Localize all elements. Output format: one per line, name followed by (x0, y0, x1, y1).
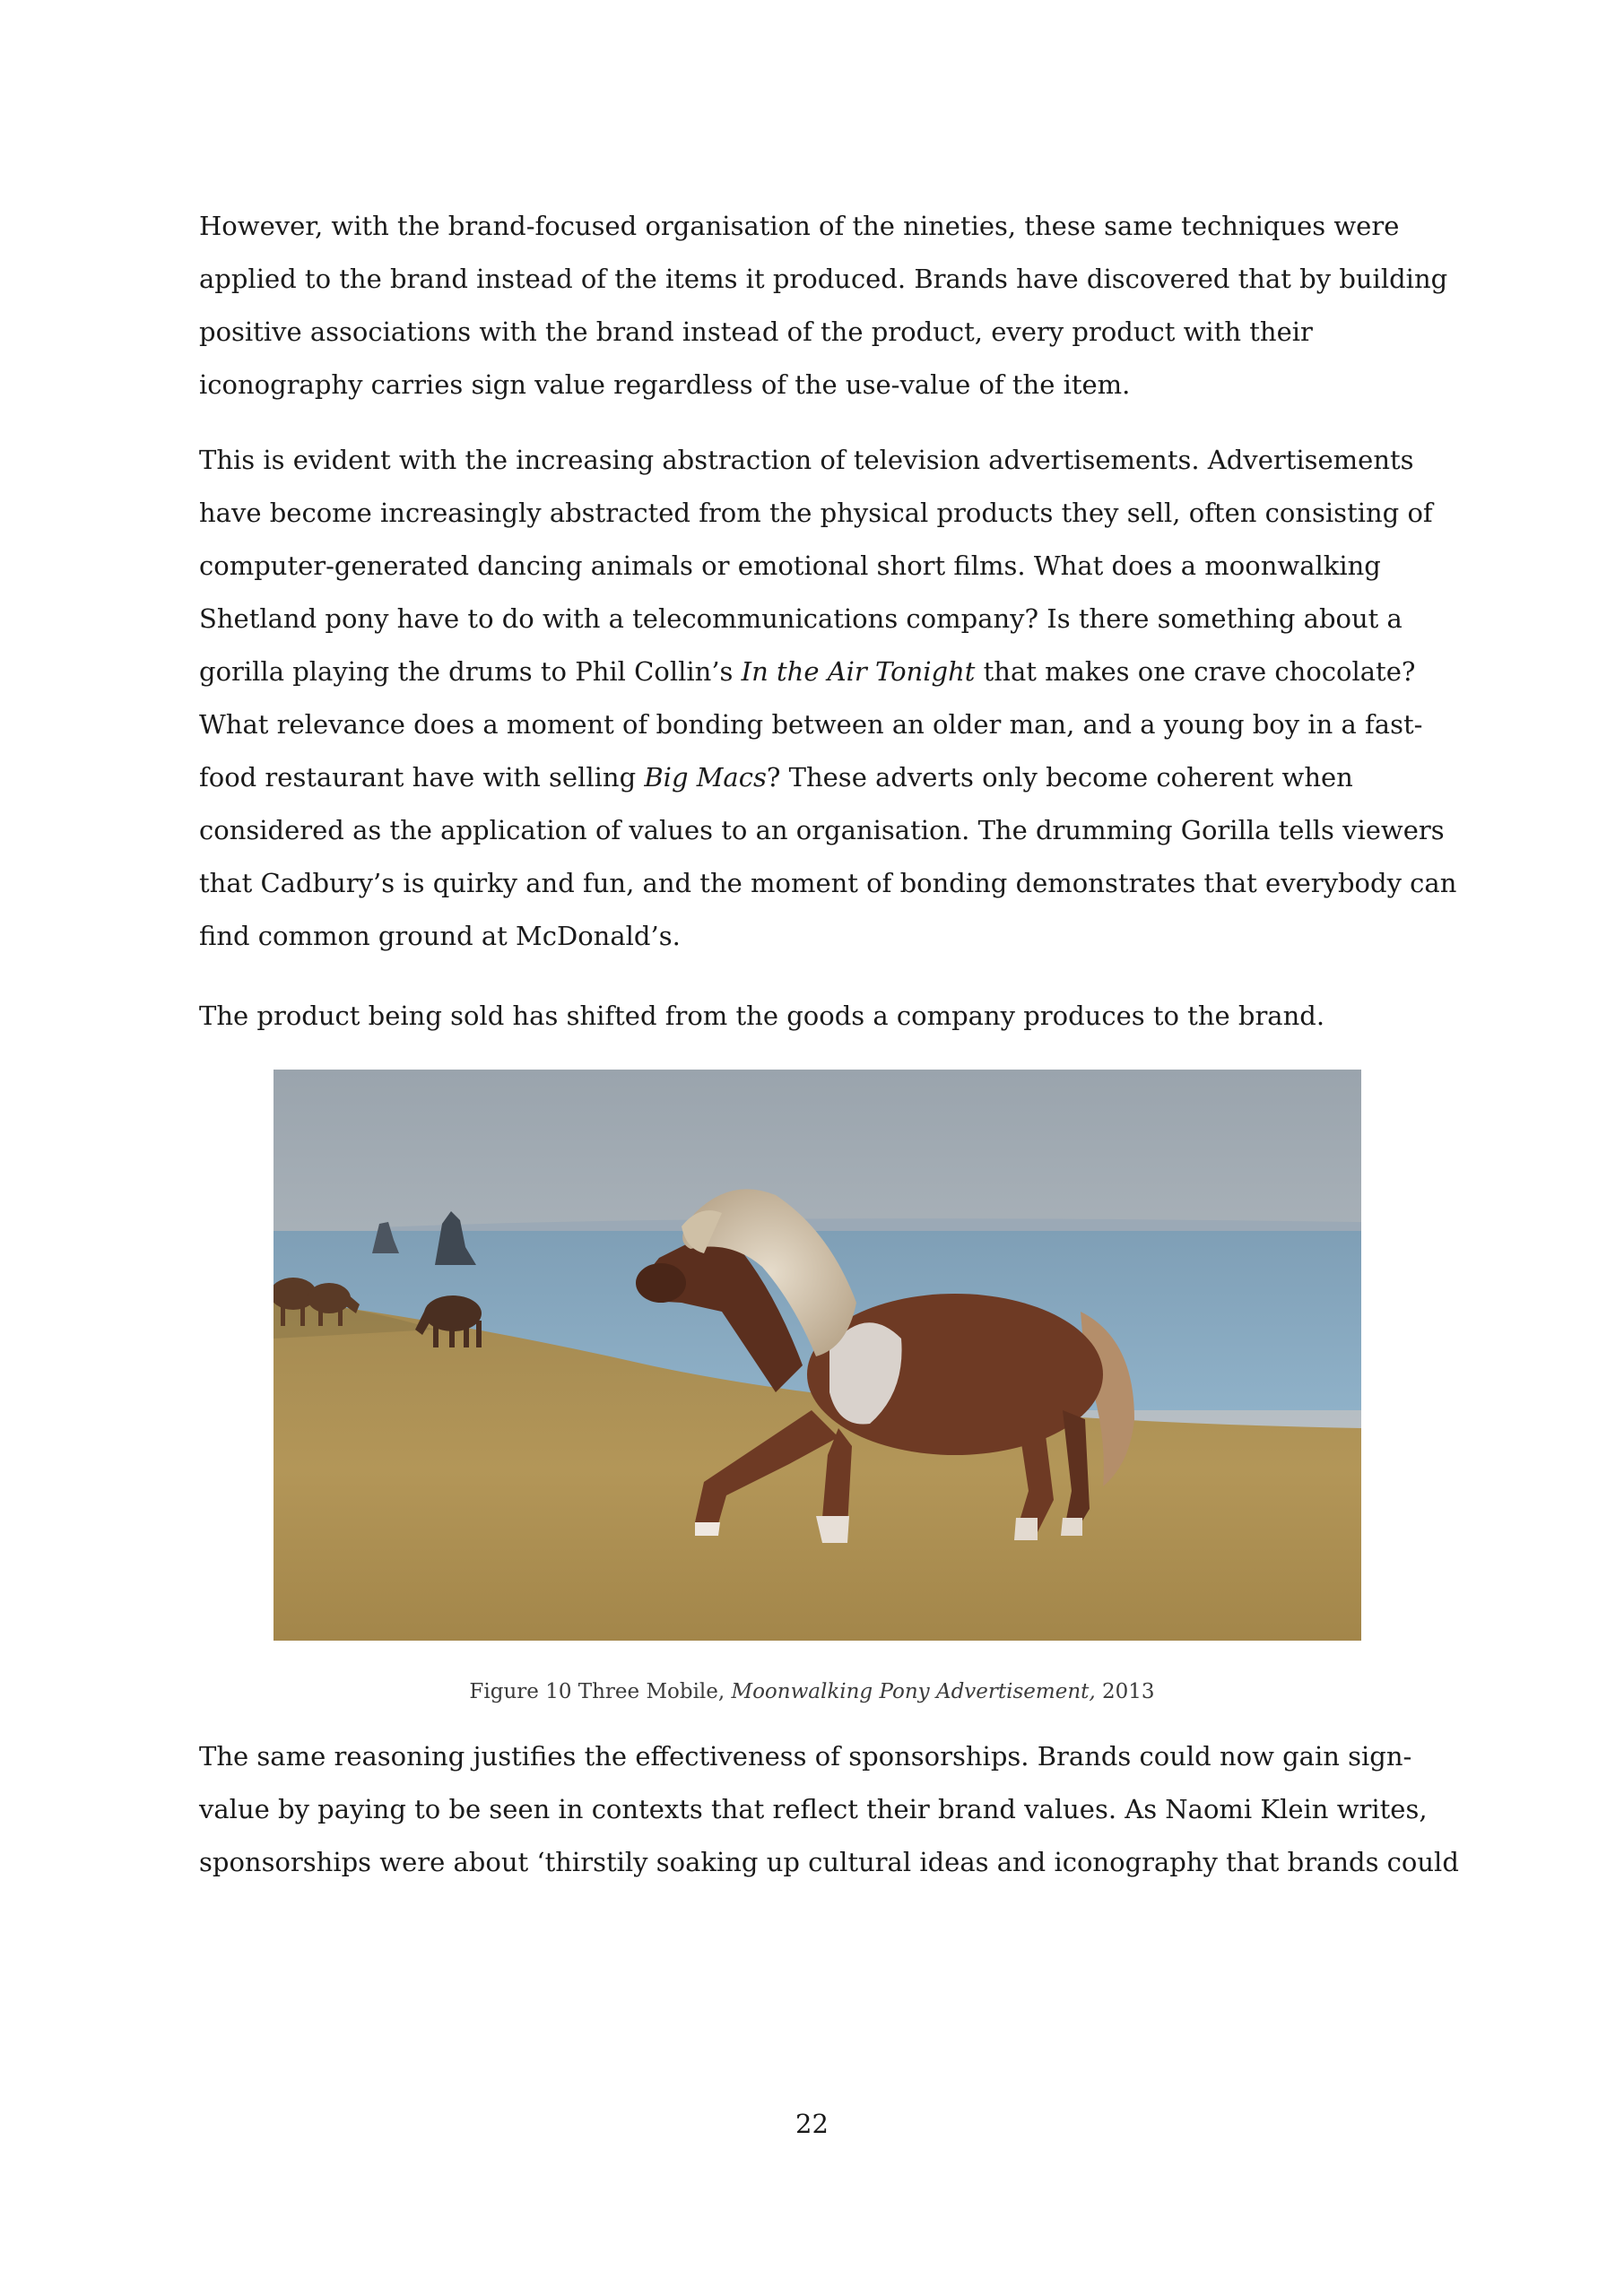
paragraph-line: find common ground at McDonald’s. (199, 921, 681, 951)
caption-text: Figure 10 Three Mobile, (469, 1680, 732, 1703)
line-text: that makes one crave chocolate? (975, 656, 1416, 687)
paragraph-2 (199, 434, 1455, 963)
line-text: ? These adverts only become coherent when (766, 762, 1353, 793)
caption-title: Moonwalking Pony Advertisement, (731, 1680, 1096, 1703)
paragraph-line: However, with the brand-focused organisation of the nineties, these same techniques were (199, 211, 1400, 241)
paragraph-line: applied to the brand instead of the items it produced. Brands have discovered that by building (199, 264, 1448, 294)
paragraph-line: iconography carries sign value regardless of the use-value of the item. (199, 369, 1131, 400)
paragraph-line: value by paying to be seen in contexts that reflect their brand values. As Naomi Klein writes, (199, 1794, 1428, 1824)
figure-caption (0, 1677, 1624, 1706)
paragraph-line: have become increasingly abstracted from the physical products they sell, often consisting of (199, 498, 1433, 528)
caption-year: 2013 (1095, 1680, 1155, 1703)
paragraph-line: The product being sold has shifted from the goods a company produces to the brand. (199, 1001, 1325, 1031)
paragraph-line (199, 645, 1455, 698)
page-number: 22 (795, 2109, 829, 2139)
product-name: Big Macs (644, 762, 767, 793)
paragraph-line: that Cadbury’s is quirky and fun, and the moment of bonding demonstrates that everybody can (199, 868, 1457, 898)
paragraph-line (199, 751, 1455, 804)
paragraph-3 (199, 990, 1455, 1043)
pony-photo (274, 1070, 1361, 1641)
paragraph-line: Shetland pony have to do with a telecommunications company? Is there something about a (199, 603, 1403, 634)
paragraph-line: positive associations with the brand instead of the product, every product with their (199, 316, 1313, 347)
paragraph-line: The same reasoning justifies the effectiveness of sponsorships. Brands could now gain sign- (199, 1741, 1412, 1772)
paragraph-line: This is evident with the increasing abstraction of television advertisements. Advertisements (199, 445, 1414, 475)
paragraph-line: considered as the application of values to an organisation. The drumming Gorilla tells viewers (199, 815, 1445, 845)
paragraph-line: computer-generated dancing animals or emotional short films. What does a moonwalking (199, 550, 1381, 581)
figure-image (274, 1070, 1361, 1641)
song-title: In the Air Tonight (741, 656, 976, 687)
paragraph-line: sponsorships were about ‘thirstily soaking up cultural ideas and iconography that brands could (199, 1847, 1459, 1877)
line-text: gorilla playing the drums to Phil Collin’s (199, 656, 742, 687)
paragraph-4 (199, 1730, 1459, 1889)
line-text: food restaurant have with selling (199, 762, 645, 793)
paragraph-1 (199, 200, 1455, 412)
paragraph-line: What relevance does a moment of bonding between an older man, and a young boy in a fast- (199, 709, 1423, 740)
